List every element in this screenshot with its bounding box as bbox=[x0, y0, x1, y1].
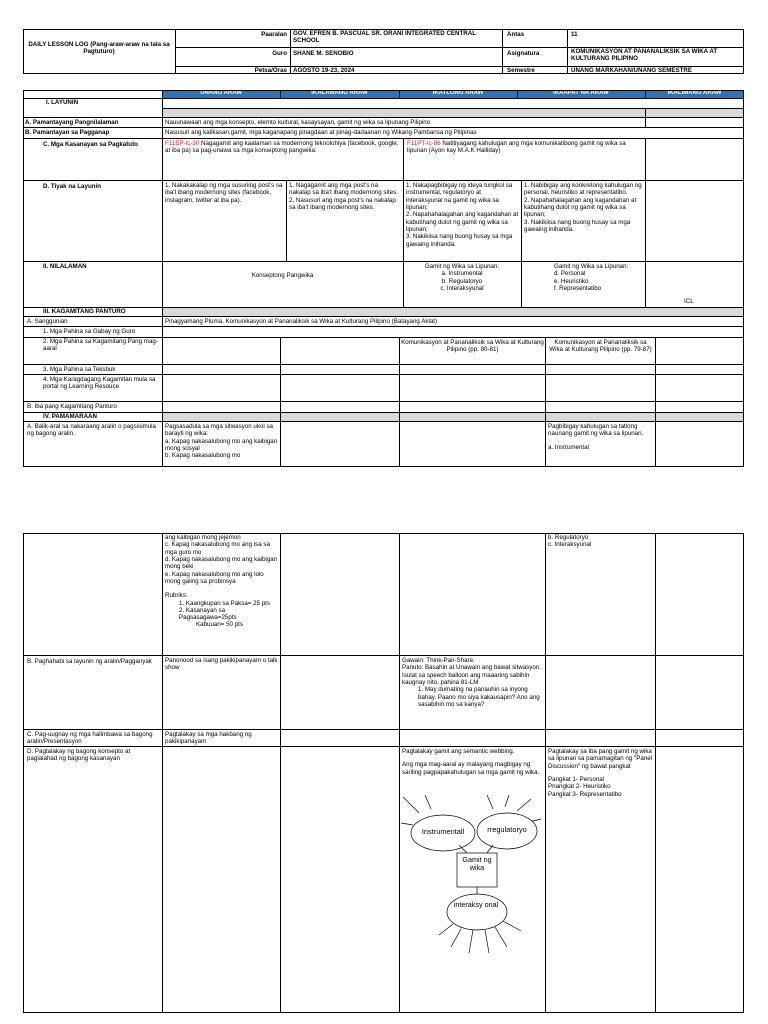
label-pagtalakay: D. Pagtalakay ng bagong konsepto at paglalahad ng bagong kasanayan bbox=[27, 748, 131, 763]
pag-uugnay-day1: Pagtalakay sa mga hakbang ng pakikipanayam bbox=[165, 731, 252, 746]
semantic-web-diagram bbox=[401, 795, 543, 965]
asignatura-value: KOMUNIKASYON AT PANANALIKSIK SA WIKA AT KULTURANG PILIPINO bbox=[571, 48, 718, 63]
guro-value: SHANE M. SENOBIO bbox=[293, 50, 354, 57]
web-ray bbox=[439, 924, 453, 935]
day-header-3: IKATLONG ARAW bbox=[432, 90, 484, 96]
tiyak-day4: 1. Nabibigay ang konkretong kahulugan ng personal, heuristiko at representatibo. 2. Napahahalagahan ang kagandahan at kabutihang dulot ng gamit ng wika sa lipunan; 3. Nakikiisa nang buong husay sa mga gawaing inihanda. bbox=[524, 182, 642, 233]
web-ray bbox=[495, 927, 507, 947]
web-ray bbox=[451, 929, 461, 947]
web-label-regulatoryo: rregulatoryo bbox=[487, 825, 527, 834]
section-kagamitang: III. KAGAMITANG PANTURO bbox=[43, 308, 126, 315]
web-ray bbox=[469, 930, 473, 953]
kasanayan-day3: F11PT-Ic-86 Natitiyagang kahulugan ang mga komunikatibong gamit ng wika sa lipunan (Ayon kay M.A.K Halliday) bbox=[407, 140, 626, 155]
pagganap-text: Nasusuri ang kalikasan,gamit, mga kaganapang pinagdaan at pinag-dadaanan ng Wikang Pambansa ng Pilipinas bbox=[165, 129, 477, 136]
semestre-value: UNANG MARKAHAN/UNANG SEMESTRE bbox=[571, 67, 693, 74]
paaralan-value: GOV. EFREN B. PASCUAL SR. ORANI INTEGRATED CENTRAL SCHOOL bbox=[293, 30, 476, 45]
petsa-label: Petsa/Oras bbox=[254, 67, 287, 74]
nilalaman-day3: Gamit ng Wika sa Lipunan: a. Instrumental b. Regulatoryo c. Interaksyunal bbox=[424, 263, 500, 292]
section-layunin: I. LAYUNIN bbox=[46, 99, 79, 106]
label-gabay-guro: 1. Mga Pahina sa Gabay ng Guro bbox=[43, 328, 136, 335]
label-teksbuk: 3. Mga Pahina sa Teksbuk bbox=[43, 366, 116, 373]
web-ray bbox=[403, 797, 419, 813]
label-sanggunian: A. Sanggunian bbox=[27, 318, 68, 325]
label-paghahabi: B. Paghahabi sa layunin ng aralin/Pagganyak bbox=[27, 658, 152, 665]
competency-code-1: F11EP-Ic-30 bbox=[165, 140, 200, 147]
web-label-interaksyonal: interaksy onal bbox=[453, 900, 499, 909]
label-iba-pang: B. Iba pang Kagamitang Panturo bbox=[27, 403, 117, 410]
sanggunian-text: Pinagyamang Pluma, Komunikasyon at Pananaliksik sa Wika at Kulturang Pilipino (Batayang Aklat) bbox=[165, 318, 438, 325]
guro-label: Guro bbox=[272, 50, 287, 57]
web-label-instrumental: Instrumentall bbox=[421, 827, 465, 836]
label-pagganap: B. Pamantayan sa Pagganap bbox=[25, 129, 110, 136]
paghahabi-day3: Gawain: Think-Pair-Share: Panuto: Basahin at Unawain ang bawat sitwasyon. Isulat sa speech balloon ang maaaring sabihin kaugnay nito, pahina 81-LM 1. May dumating na panauhin sa inyong bahay. Paano mo siya kakausapin? Ano ang sasabihin mo sa kanya? bbox=[402, 657, 541, 708]
paaralan-label: Paaralan bbox=[261, 31, 287, 38]
asignatura-label: Asignatura bbox=[507, 50, 540, 57]
pagtalakay-day4: Pagtalakay sa iba pang gamit ng wika sa lipunan sa pamamagitan ng "Panel Discussion" ng bawat pangkat Pangkat 1- Personal Pnangkat 2- Heuristiko Pangkat 3- Representatibo bbox=[548, 748, 653, 798]
day-header-4: IKAAPAT NA ARAW bbox=[553, 90, 609, 96]
log-title: DAILY LESSON LOG (Pang-araw-araw na tala sa Pagtuturo) bbox=[28, 41, 170, 56]
web-ray bbox=[425, 795, 431, 809]
day-header-2: IKALAWANG ARAW bbox=[311, 90, 368, 96]
web-ray bbox=[485, 930, 489, 953]
section-nilalaman: II. NILALAMAN bbox=[43, 263, 87, 270]
balik-aral-day4: Pagbibigay kahulugan sa tatlong naunang gamit ng wika sa lipunan. a. Instrumental bbox=[548, 423, 644, 451]
web-ray bbox=[401, 823, 413, 825]
nilalaman-day5: ICL bbox=[684, 298, 694, 305]
label-karagdagang: 4. Mga Karagdagang Kagamitan mula sa portal ng Learning Resouce bbox=[43, 376, 156, 391]
tiyak-day2: 1. Nagagamit ang mga post's na nakalap sa iba't ibang modernong sites. 2. Nasusuri ang mga post's na nakalap sa iba't ibang modernong sites. bbox=[289, 182, 398, 211]
web-ray bbox=[517, 799, 531, 811]
section-pamamaraan: IV. PAMAMARAAN bbox=[43, 413, 97, 420]
petsa-value: AGOSTO 19-23, 2024 bbox=[293, 67, 355, 74]
label-pag-uugnay: C. Pag-uugnay ng mga halimbawa sa bagong aralin/Presentasyon bbox=[27, 731, 153, 746]
paghahabi-day1: Panonood sa isang pakikipanayam o talk show bbox=[165, 657, 278, 672]
tiyak-day1: 1. Nakakakalap ng mga susuriing post's sa iba't ibang modernong sites (facebook, instagram, twitter at iba pa). bbox=[165, 182, 283, 204]
balik-aral-day1-continued: ang kaibigan mong jejemon c. Kapag nakasalubong mo ang isa sa mga guro mo d. Kapag nakasalubong mo ang kaibigan mong beki e. Kapag nakasalubong mo ang lolo mong galing sa probinsya Rubriks: 1. Kaangkupan sa Paksa= 25 pts 2. Kasanayan sa Pagsasagawa=25pts Kabuuan= 50 pts bbox=[165, 534, 278, 629]
label-pangnilalaman: A. Pamantayang Pangnilalaman bbox=[25, 119, 119, 126]
antas-value: 11 bbox=[571, 31, 578, 38]
web-ray bbox=[503, 921, 521, 931]
nilalaman-day4: Gamit ng Wika sa Lipunan: d. Personal e. Heuristiko f. Representatibo bbox=[554, 263, 629, 292]
balik-aral-day1: Pagsasadula sa mga sitwasyon ukol sa barayti ng wika: a. Kapag nakasalubong mo ang kaibigan mong sosyal b. Kapag nakasalubong mo bbox=[165, 423, 278, 460]
day-header-1: UNANG ARAW bbox=[200, 90, 242, 96]
kasanayan-day1: F11EP-Ic-30 Nagagamit ang kaalaman sa modernong teknolohiya (facebook, google, at iba pa) sa pag-unawa sa mga konseptong pangwika. bbox=[165, 140, 399, 155]
pang-mag-aaral-day3: Komunikasyon at Pananaliksik sa Wika at Kulturang Pilipino (pp. 80-81) bbox=[401, 339, 544, 354]
web-label-gamit: Gamit ng wika bbox=[462, 855, 492, 873]
web-ray bbox=[505, 795, 509, 807]
pagtalakay-day3: Pagtalakay gamit ang semantic webbing. Ang mga mag-aaral ay malayang magbigay ng sariling pagpapakahulugan sa mga gamit ng wika. bbox=[402, 748, 540, 776]
tiyak-day3: 1. Nakapagbibigay ng ideya tungkol sa instrumental, regulatoryo at interaksyunal na gamit ng wika sa lipunan; 2. Napahahalagahan ang kagandahan at kabutihang dulot ng gamit ng wika sa lipunan; 3. Nakikiisa nang buong husay sa mga gawaing inihanda. bbox=[406, 182, 519, 248]
rubriks-title: Rubriks: bbox=[165, 592, 188, 600]
label-balik-aral: A. Balik-aral sa nakaraang aralin o pagsisimula ng bagong aralin. bbox=[27, 423, 156, 438]
web-ray bbox=[487, 795, 493, 809]
pang-mag-aaral-day4: Komunikasyon at Pananaliksik sa Wika at Kulturang Pilipino (pp. 79-87) bbox=[549, 339, 652, 354]
day-header-5: IKALIMANG ARAW bbox=[667, 90, 722, 96]
antas-label: Antas bbox=[507, 31, 525, 38]
balik-aral-day4-continued: b. Regulatoryo c. Interaksyunal bbox=[548, 534, 592, 549]
pangnilalaman-text: Nauunawaan ang mga konsepto, elemto kultural, kasaysayan, gamit ng wika sa lipunang Pilipino bbox=[165, 119, 431, 126]
label-pang-mag-aaral: 2. Mga Pahina sa Kagamitang Pang mag-aaral bbox=[43, 338, 158, 353]
label-kasanayan: C. Mga Kasanayan sa Pagkatuto bbox=[43, 141, 138, 148]
nilalaman-day1: Konseptong Pangwika bbox=[251, 272, 314, 279]
label-tiyak: D. Tiyak na Layunin bbox=[43, 183, 101, 190]
semestre-label: Semestre bbox=[507, 67, 535, 74]
competency-code-2: F11PT-Ic-86 bbox=[407, 140, 441, 147]
